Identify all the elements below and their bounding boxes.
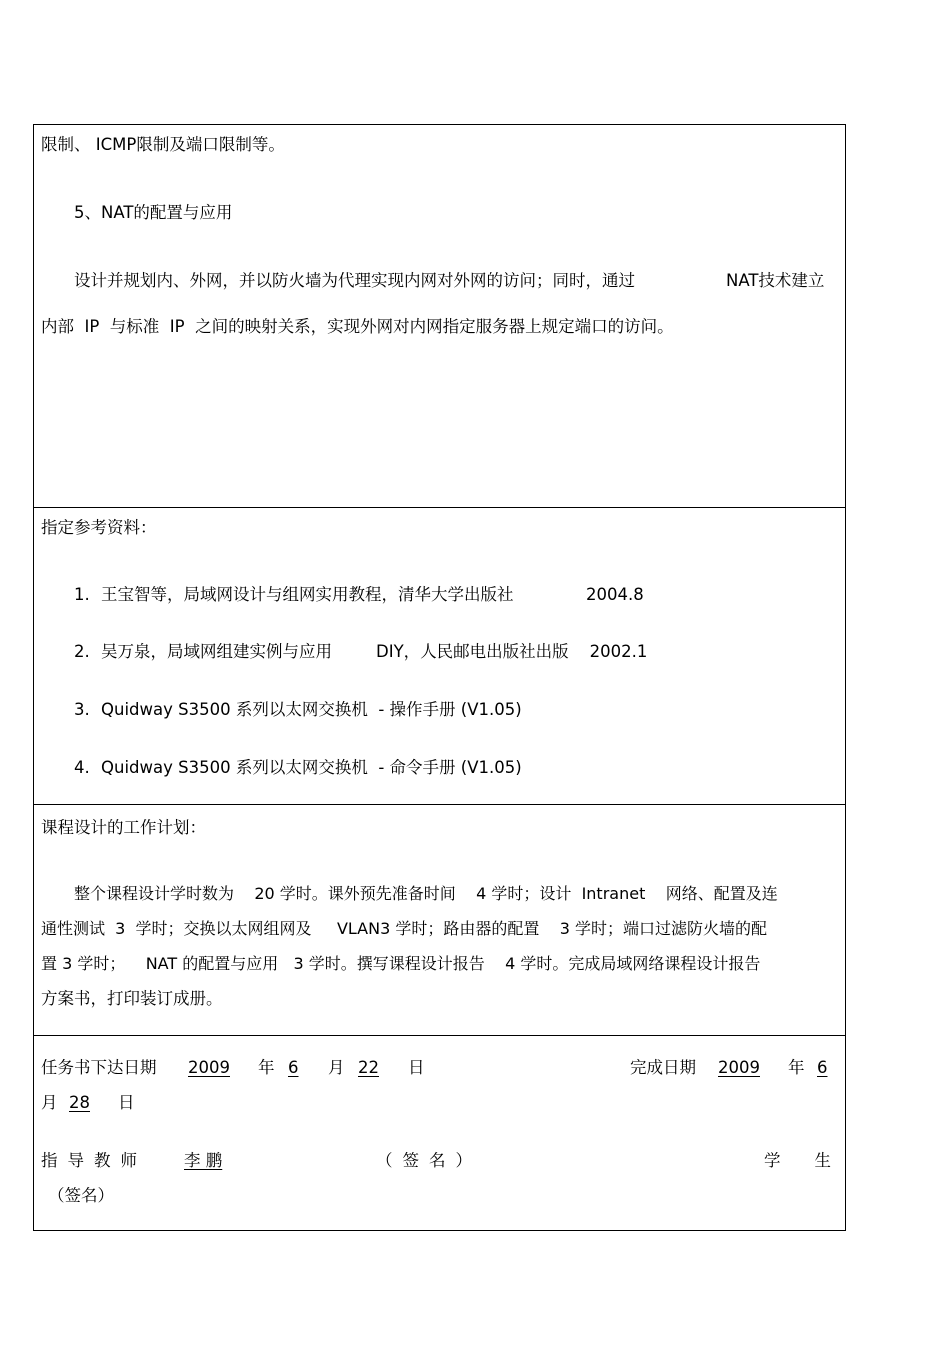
teacher-name: 李 鹏 [184, 1151, 223, 1170]
issue-month: 6 [288, 1058, 299, 1077]
reference-number: 3. [74, 700, 90, 719]
day-char: 日 [118, 1093, 135, 1112]
paragraph-line: 设计并规划内、外网，并以防火墙为代理实现内网对外网的访问；同时，通过 [74, 271, 635, 290]
reference-number: 1. [74, 585, 90, 604]
text-line: 限制、 ICMP限制及端口限制等。 [41, 135, 285, 154]
finish-date-label: 完成日期 [630, 1058, 696, 1077]
finish-year: 2009 [718, 1058, 760, 1077]
reference-publisher: DIY，人民邮电出版社出版 2002.1 [376, 642, 648, 661]
month-char: 月 [41, 1093, 58, 1112]
plan-section [33, 804, 846, 1036]
signature-label: （签名） [376, 1151, 482, 1170]
reference-number: 4. [74, 758, 90, 777]
dates-section [33, 1035, 865, 1231]
reference-number: 2. [74, 642, 90, 661]
reference-text: 吴万泉，局域网组建实例与应用 [101, 642, 332, 661]
plan-line: 通性测试 3 学时；交换以太网组网及 VLAN3 学时；路由器的配置 3 学时；端口过滤防火墙的配 [41, 919, 767, 938]
reference-text: Quidway S3500 系列以太网交换机 - 命令手册 (V1.05) [101, 758, 522, 777]
student-label: 学生 [764, 1151, 865, 1170]
section-heading: 5、NAT的配置与应用 [74, 203, 233, 222]
day-char: 日 [408, 1058, 425, 1077]
plan-title: 课程设计的工作计划： [41, 818, 206, 837]
year-char: 年 [788, 1058, 805, 1077]
references-section [33, 506, 846, 805]
plan-line: 方案书，打印装订成册。 [41, 989, 223, 1008]
issue-date-label: 任务书下达日期 [41, 1058, 157, 1077]
paragraph-line: 内部 IP 与标准 IP 之间的映射关系，实现外网对内网指定服务器上规定端口的访问。 [41, 317, 674, 336]
content-section [33, 124, 846, 508]
paragraph-line-end: NAT技术建立 [726, 271, 825, 290]
reference-text: 王宝智等，局域网设计与组网实用教程，清华大学出版社 [101, 585, 514, 604]
issue-year: 2009 [188, 1058, 230, 1077]
plan-line: 置 3 学时； NAT 的配置与应用 3 学时。撰写课程设计报告 4 学时。完成局域网络课程设计报告 [41, 954, 761, 973]
year-char: 年 [258, 1058, 275, 1077]
reference-text: Quidway S3500 系列以太网交换机 - 操作手册 (V1.05) [101, 700, 522, 719]
month-char: 月 [328, 1058, 345, 1077]
issue-day: 22 [358, 1058, 379, 1077]
plan-line: 整个课程设计学时数为 20 学时。课外预先准备时间 4 学时；设计 Intranet 网络、配置及连 [74, 884, 778, 903]
student-signature-label: （签名） [48, 1186, 114, 1205]
finish-month: 6 [817, 1058, 828, 1077]
references-title: 指定参考资料： [41, 518, 157, 537]
finish-day: 28 [69, 1093, 90, 1112]
teacher-label: 指导教师 [41, 1151, 147, 1170]
reference-year: 2004.8 [586, 585, 644, 604]
